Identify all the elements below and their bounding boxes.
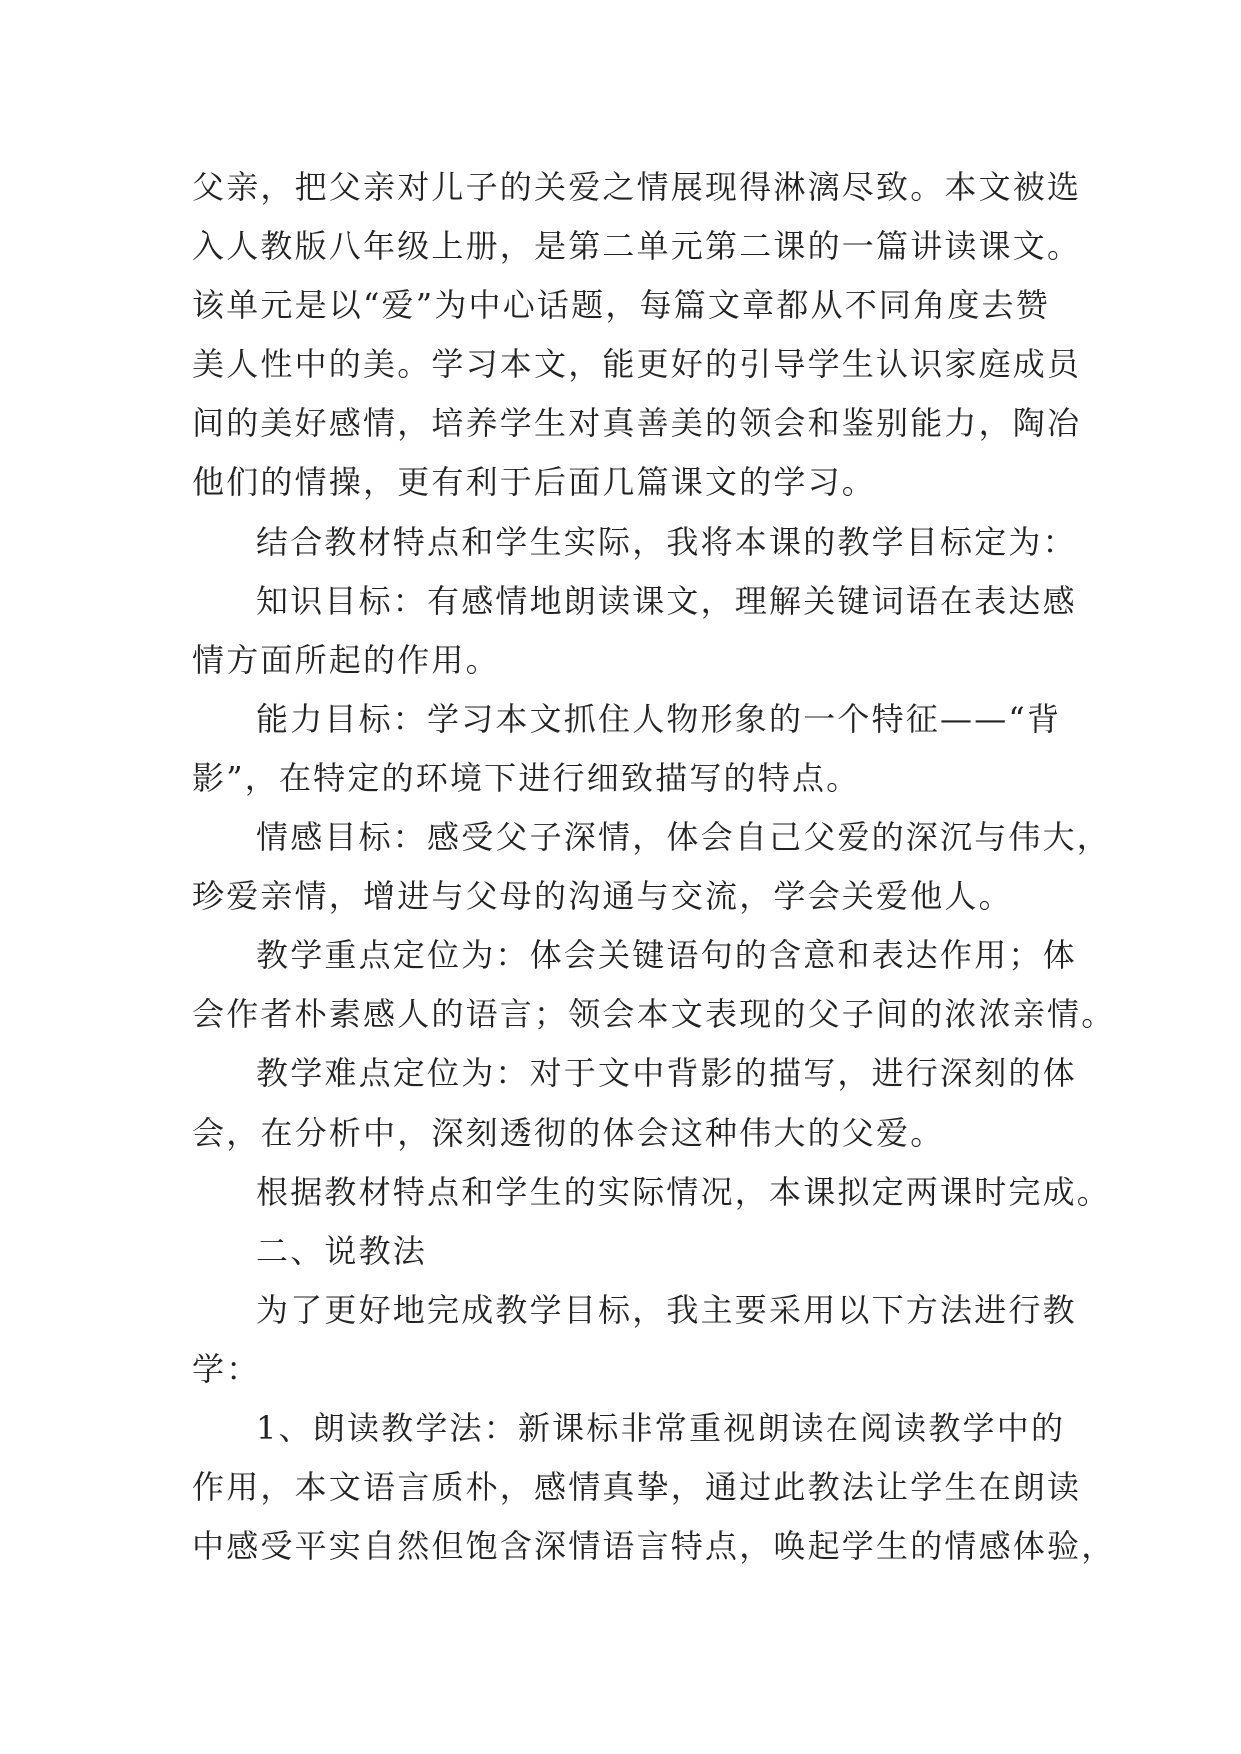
text-line: 根据教材特点和学生的实际情况，本课拟定两课时完成。 (256, 1172, 1112, 1211)
text-line: 教学重点定位为：体会关键语句的含意和表达作用；体 (256, 936, 1077, 975)
text-line: 为了更好地完成教学目标，我主要采用以下方法进行教 (256, 1290, 1077, 1329)
text-line: 教学难点定位为：对于文中背影的描写，进行深刻的体 (256, 1054, 1077, 1093)
text-line: 珍爱亲情，增进与父母的沟通与交流，学会关爱他人。 (192, 877, 1013, 916)
text-line: 间的美好感情，培养学生对真善美的领会和鉴别能力，陶冶 (192, 404, 1082, 443)
text-line: 入人教版八年级上册，是第二单元第二课的一篇讲读课文。 (192, 227, 1082, 266)
text-line: 知识目标：有感情地朗读课文，理解关键词语在表达感 (256, 581, 1077, 620)
text-line: 父亲，把父亲对儿子的关爱之情展现得淋漓尽致。本文被选 (192, 168, 1082, 206)
text-line: 他们的情操，更有利于后面几篇课文的学习。 (192, 463, 877, 502)
text-line: 能力目标：学习本文抓住人物形象的一个特征——“背 (256, 699, 1062, 738)
text-line: 二、说教法 (256, 1231, 428, 1270)
text-line: 该单元是以“爱”为中心话题，每篇文章都从不同角度去赞 (192, 286, 1050, 325)
text-line: 中感受平实自然但饱含深情语言特点，唤起学生的情感体验， (192, 1527, 1116, 1566)
text-line: 会，在分析中，深刻透彻的体会这种伟大的父爱。 (192, 1113, 945, 1152)
document-body (192, 158, 1116, 1576)
text-line: 作用，本文语言质朴，感情真挚，通过此教法让学生在朗读 (192, 1468, 1082, 1507)
text-line: 美人性中的美。学习本文，能更好的引导学生认识家庭成员 (192, 345, 1082, 384)
text-line: 情感目标：感受父子深情，体会自己父爱的深沉与伟大， (256, 818, 1112, 857)
text-line: 会作者朴素感人的语言；领会本文表现的父子间的浓浓亲情。 (192, 995, 1116, 1034)
text-line: 情方面所起的作用。 (192, 640, 500, 679)
text-line: 学： (192, 1349, 261, 1388)
text-line: 1、朗读教学法：新课标非常重视朗读在阅读教学中的 (256, 1408, 1066, 1447)
text-line: 影”，在特定的环境下进行细致描写的特点。 (192, 758, 861, 797)
text-line: 结合教材特点和学生实际，我将本课的教学目标定为： (256, 522, 1077, 561)
